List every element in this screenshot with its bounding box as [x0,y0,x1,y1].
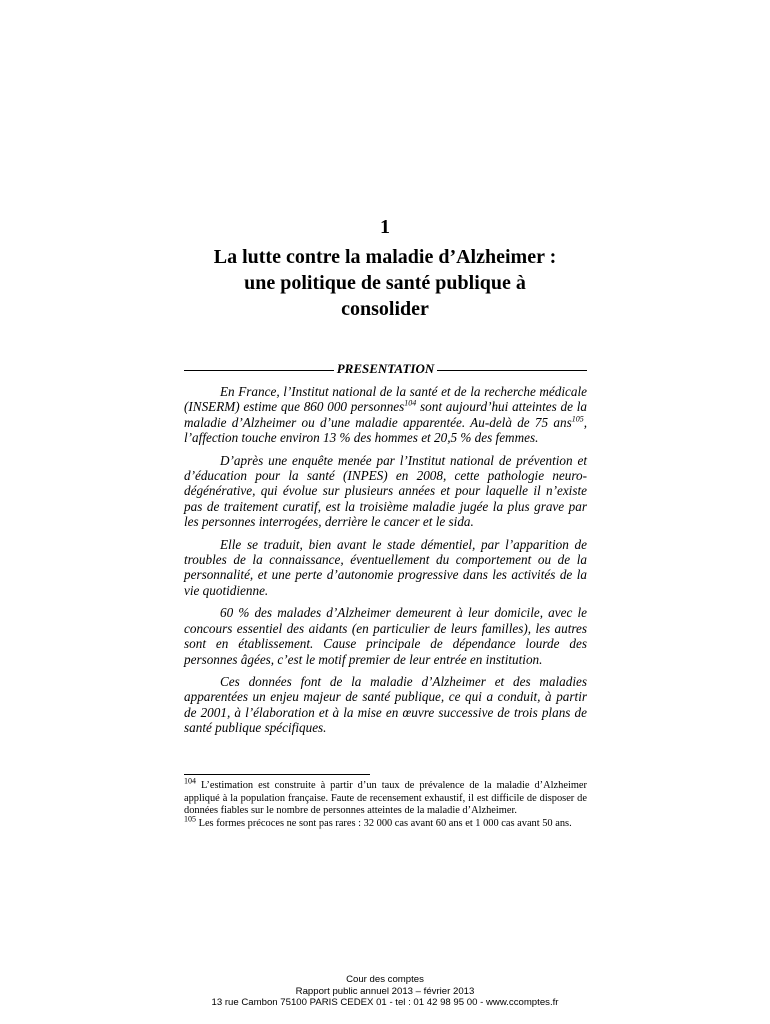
footnote-divider [184,774,370,775]
footer-line: 13 rue Cambon 75100 PARIS CEDEX 01 - tel : 01 42 98 95 00 - www.ccomptes.fr [211,997,559,1009]
paragraph [184,384,587,446]
paragraph: D’après une enquête menée par l’Institut national de prévention et d’éducation pour la santé (INPES) en 2008, cette pathologie neuro-dégénérative, qui évolue sur plusieurs années et pour laquelle il n’existe pas de traitement curatif, est la troisième maladie jugée la plus grave par les personnes interrogées, derrière le cancer et le sida. [184,452,587,530]
footnote-ref: 105 [571,414,584,424]
paragraph: Ces données font de la maladie d’Alzheimer et des maladies apparentées un enjeu majeur de santé publique, ce qui a conduit, à partir de 2001, à l’élaboration et à la mise en œuvre successive de trois plans de santé publique spécifiques. [184,673,587,736]
footnote-text: L’estimation est construite à partir d’un taux de prévalence de la maladie d’Alzheimer appliqué à la population française. Faute de recensement exhaustif, il est difficile de disposer de données fiables sur le nombre de personnes atteintes de la maladie d’Alzheimer. [184,780,587,817]
presentation-body [184,384,587,743]
section-heading [184,361,587,377]
footnote [184,814,587,831]
footnotes [184,776,587,830]
chapter-title-line: consolider [341,298,429,320]
heading-rule-right [437,370,587,371]
chapter-title-line: une politique de santé publique à [244,272,526,294]
footnote-number: 105 [184,814,196,824]
paragraph: Elle se traduit, bien avant le stade démentiel, par l’apparition de troubles de la connaissance, éventuellement du comportement ou de la personnalité, et une perte d’autonomie progressive dans les activités de la vie quotidienne. [184,536,587,598]
paragraph-text: En France, l’Institut national de la santé et de la recherche médicale (INSERM) estime que 860 000 personnes [184,384,587,415]
heading-rule-left [184,370,334,371]
chapter-title [120,244,650,322]
footnote-text: Les formes précoces ne sont pas rares : 32 000 cas avant 60 ans et 1 000 cas avant 50 ans. [196,817,572,829]
paragraph-text: sont aujourd’hui atteintes de la maladie d’Alzheimer ou d’une maladie apparentée. Au-delà de 75 ans [184,399,588,430]
footnote [184,776,587,818]
chapter-number: 1 [380,216,390,238]
section-heading-label: PRESENTATION [336,361,435,376]
footnote-ref: 104 [404,399,417,409]
paragraph: 60 % des malades d’Alzheimer demeurent à leur domicile, avec le concours essentiel des aidants (en particulier de leurs familles), les autres sont en établissement. Cause principale de dépendance lourde des personnes âgées, c’est le motif premier de leur entrée en institution. [184,605,587,667]
footer-line: Rapport public annuel 2013 – février 2013 [295,985,475,997]
paragraph-text: , l’affection touche environ 13 % des hommes et 20,5 % des femmes. [184,414,587,446]
footer-line: Cour des comptes [346,974,424,985]
page-footer [0,974,770,1009]
footnote-number: 104 [184,776,196,786]
chapter-title-line: La lutte contre la maladie d’Alzheimer : [213,246,557,268]
